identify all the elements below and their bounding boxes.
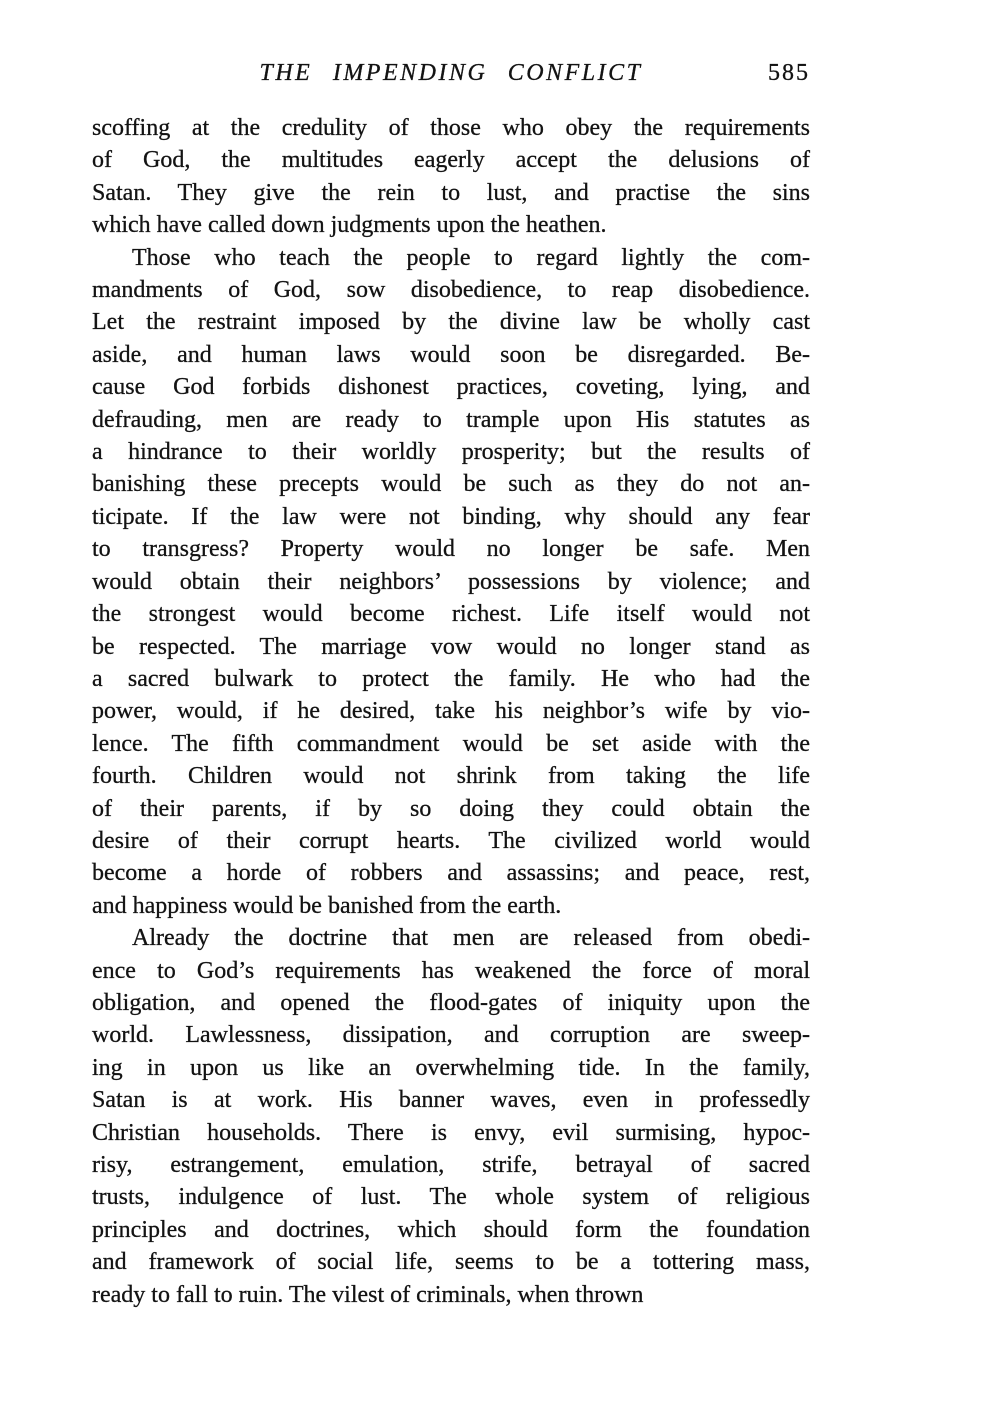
text-line: to transgress? Property would no longer be safe. Men <box>92 536 810 563</box>
text-line: lence. The fifth commandment would be set aside with the <box>92 730 810 757</box>
text-line: aside, and human laws would soon be disregarded. Be- <box>92 341 810 368</box>
text-line: Let the restraint imposed by the divine law be wholly cast <box>92 309 810 336</box>
text-line: a hindrance to their worldly prosperity; but the results of <box>92 439 810 466</box>
text-line: of their parents, if by so doing they could obtain the <box>92 795 810 822</box>
text-line: desire of their corrupt hearts. The civilized world would <box>92 827 810 854</box>
text-line: which have called down judgments upon the heathen. <box>92 212 607 239</box>
page-number: 585 <box>768 60 810 86</box>
text-line: power, would, if he desired, take his neighbor’s wife by vio- <box>92 698 810 725</box>
text-line: and framework of social life, seems to be a tottering mass, <box>92 1249 810 1276</box>
text-line: obligation, and opened the flood-gates of iniquity upon the <box>92 989 810 1016</box>
text-line: mandments of God, sow disobedience, to reap disobedience. <box>92 277 810 304</box>
paragraph <box>92 112 810 242</box>
text-line: would obtain their neighbors’ possessions by violence; and <box>92 568 810 595</box>
text-line: trusts, indulgence of lust. The whole system of religious <box>92 1184 810 1211</box>
text-line: of God, the multitudes eagerly accept the delusions of <box>92 147 810 174</box>
text-line: defrauding, men are ready to trample upon His statutes as <box>92 406 810 433</box>
text-line: Satan. They give the rein to lust, and practise the sins <box>92 179 810 206</box>
text-line: ence to God’s requirements has weakened the force of moral <box>92 957 810 984</box>
text-line: world. Lawlessness, dissipation, and corruption are sweep- <box>92 1022 810 1049</box>
paragraph <box>92 242 810 923</box>
text-line: Satan is at work. His banner waves, even in professedly <box>92 1087 810 1114</box>
text-line: ready to fall to ruin. The vilest of criminals, when thrown <box>92 1281 644 1308</box>
text-line: fourth. Children would not shrink from taking the life <box>92 763 810 790</box>
text-line: the strongest would become richest. Life itself would not <box>92 601 810 628</box>
text-line: ing in upon us like an overwhelming tide. In the family, <box>92 1054 810 1081</box>
text-line: banishing these precepts would be such as they do not an- <box>92 471 810 498</box>
text-line: a sacred bulwark to protect the family. He who had the <box>92 665 810 692</box>
paragraph <box>92 922 810 1311</box>
text-line: ticipate. If the law were not binding, why should any fear <box>92 503 810 530</box>
text-line: risy, estrangement, emulation, strife, betrayal of sacred <box>92 1152 810 1178</box>
text-line: and happiness would be banished from the earth. <box>92 892 562 919</box>
text-line: be respected. The marriage vow would no longer stand as <box>92 633 810 660</box>
text-line: scoffing at the credulity of those who obey the requirements <box>92 115 810 141</box>
text-line: cause God forbids dishonest practices, coveting, lying, and <box>92 374 810 401</box>
text-line: Christian households. There is envy, evil surmising, hypoc- <box>92 1119 810 1146</box>
running-head <box>92 60 810 94</box>
text-line: Already the doctrine that men are released from obedi- <box>132 925 810 952</box>
text-line: become a horde of robbers and assassins; and peace, rest, <box>92 860 810 887</box>
text-line: Those who teach the people to regard lightly the com- <box>132 244 810 271</box>
page-body-text <box>92 112 810 1311</box>
text-line: principles and doctrines, which should form the foundation <box>92 1216 810 1243</box>
running-head-title: THE IMPENDING CONFLICT <box>259 60 643 86</box>
